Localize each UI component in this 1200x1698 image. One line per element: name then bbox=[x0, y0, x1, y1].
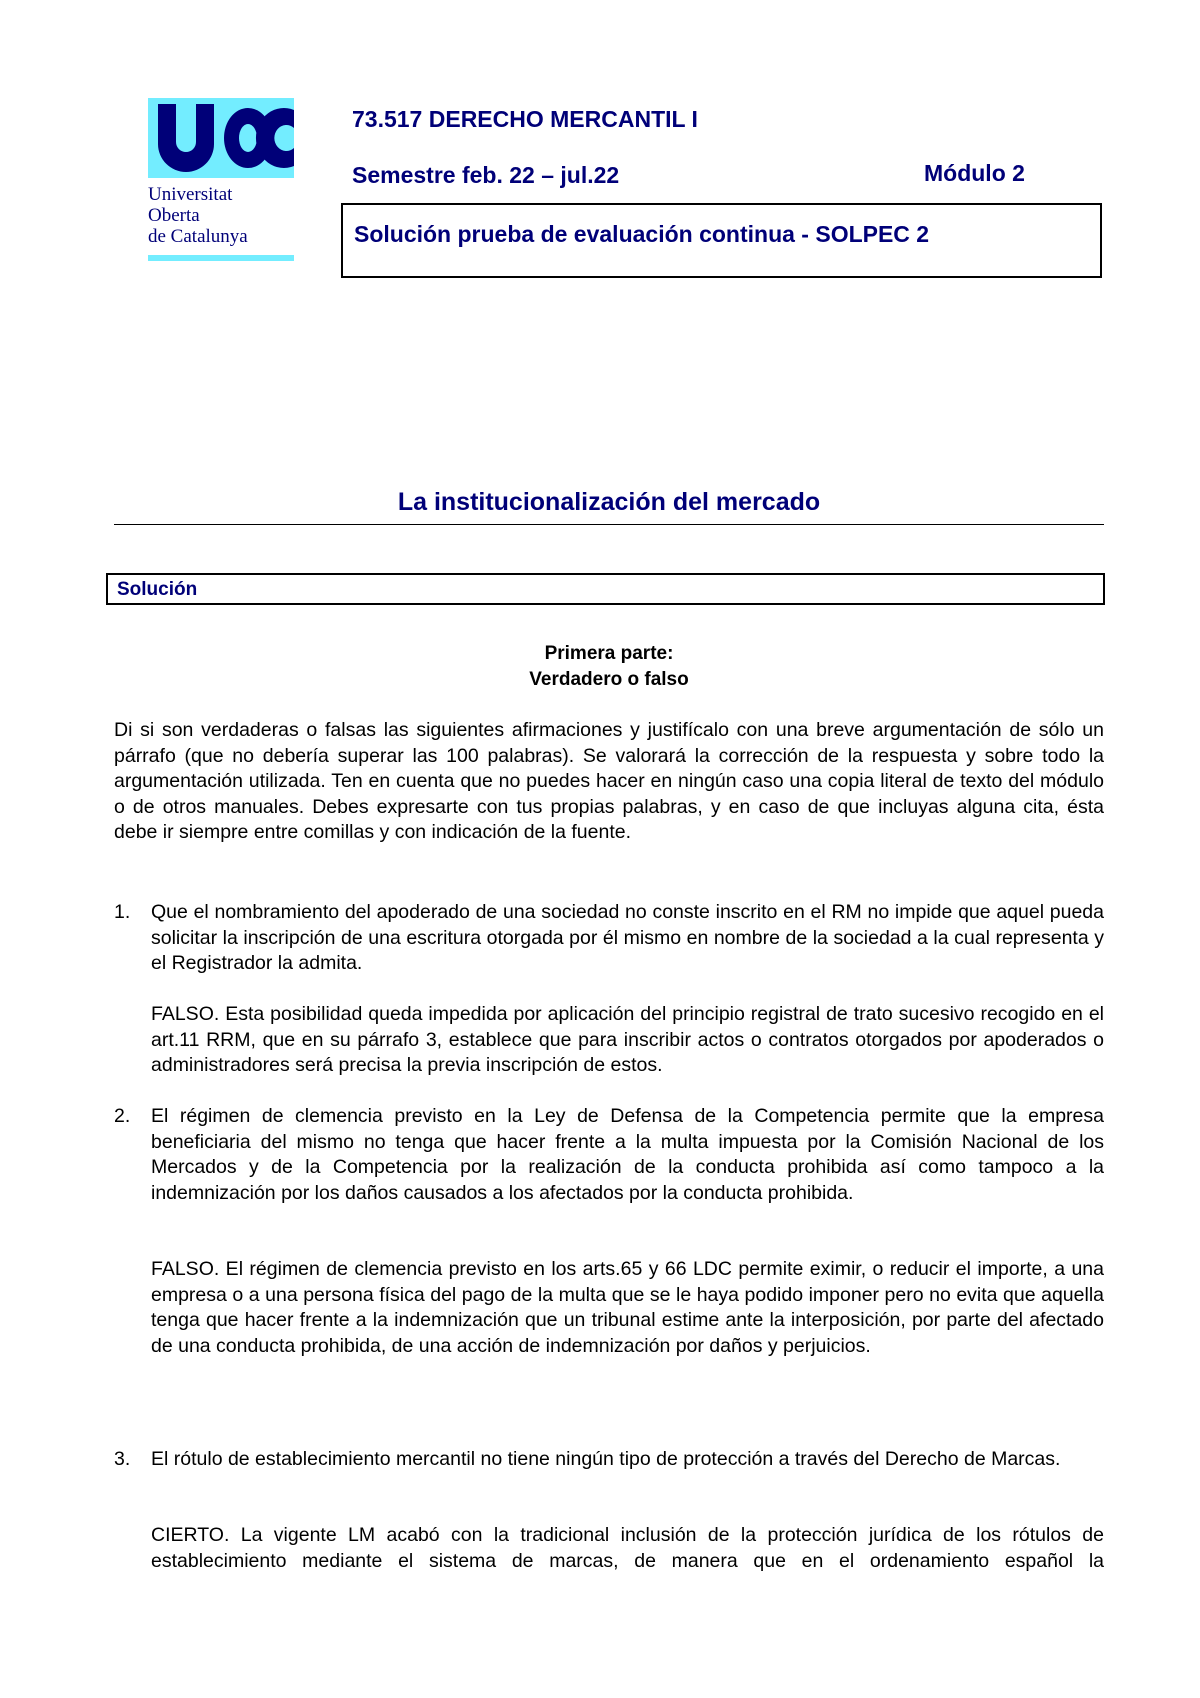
solution-title: Solución prueba de evaluación continua - SOLPEC 2 bbox=[354, 221, 930, 247]
instructions-paragraph: Di si son verdaderas o falsas las siguientes afirmaciones y justifícalo con una breve argumentación de sólo un párrafo (que no debería superar las 100 palabras). Se valorará la corrección de la respuesta y sobre todo la argumentación utilizada. Ten en cuenta que no puedes hacer en ningún caso una copia literal de texto del módulo o de otros manuales. Debes expresarte con tus propias palabras, y en caso de que incluyas alguna cita, ésta debe ir siempre entre comillas y con indicación de la fuente. bbox=[114, 719, 1104, 844]
item-question: Que el nombramiento del apoderado de una sociedad no conste inscrito en el RM no impide que aquel pueda solicitar la inscripción de una escritura otorgada por él mismo en nombre de la sociedad a la cual representa y el Registrador la admita. bbox=[151, 901, 1104, 975]
uoc-logo bbox=[148, 98, 296, 263]
item-question: El rótulo de establecimiento mercantil no tiene ningún tipo de protección a través del Derecho de Marcas. bbox=[151, 1448, 1061, 1470]
course-title: 73.517 DERECHO MERCANTIL I bbox=[352, 106, 698, 132]
logo-line-1: Universitat bbox=[148, 184, 233, 205]
item-question: El régimen de clemencia previsto en la Ley de Defensa de la Competencia permite que la empresa beneficiaria del mismo no tenga que hacer frente a la multa impuesta por la Comisión Nacional de los Mercados y de la Competencia por la realización de la conducta prohibida así como tampoco a la indemnización por los daños causados a los afectados por la conducta prohibida. bbox=[151, 1105, 1104, 1204]
semester-label: Semestre feb. 22 – jul.22 bbox=[352, 162, 620, 188]
item-answer: FALSO. Esta posibilidad queda impedida por aplicación del principio registral de trato sucesivo recogido en el art.11 RRM, que en su párrafo 3, establece que para inscribir actos o contratos otorgados por apoderados o administradores será precisa la previa inscripción de estos. bbox=[151, 1003, 1104, 1077]
section-title: La institucionalización del mercado bbox=[397, 488, 821, 516]
part-heading: Primera parte: bbox=[544, 643, 674, 664]
item-number: 2. bbox=[114, 1105, 131, 1127]
logo-line-2: Oberta bbox=[148, 205, 200, 226]
logo-line-3: de Catalunya bbox=[148, 226, 248, 247]
module-label: Módulo 2 bbox=[924, 160, 1025, 186]
logo-underline bbox=[148, 255, 294, 261]
section-divider bbox=[114, 524, 1104, 525]
solucion-box bbox=[106, 573, 1105, 605]
solution-title-box bbox=[341, 203, 1102, 278]
uoc-logo-text bbox=[148, 184, 248, 247]
item-number: 1. bbox=[114, 901, 131, 923]
item-answer: FALSO. El régimen de clemencia previsto en los arts.65 y 66 LDC permite eximir, o reducir el importe, a una empresa o a una persona física del pago de la multa que se le haya podido imponer pero no evita que aquella tenga que hacer frente a la indemnización que un tribunal estime ante la interposición, por parte del afectado de una conducta prohibida, de una acción de indemnización por daños y perjuicios. bbox=[151, 1258, 1104, 1357]
uoc-logo-mark bbox=[148, 98, 294, 178]
part-subheading: Verdadero o falso bbox=[529, 669, 689, 690]
item-number: 3. bbox=[114, 1448, 131, 1470]
uoc-letters-graphic bbox=[148, 98, 294, 178]
item-answer: CIERTO. La vigente LM acabó con la tradicional inclusión de la protección jurídica de los rótulos de establecimiento mediante el sistema de marcas, de manera que en el ordenamiento español la bbox=[151, 1524, 1104, 1572]
solucion-label: Solución bbox=[117, 579, 198, 600]
